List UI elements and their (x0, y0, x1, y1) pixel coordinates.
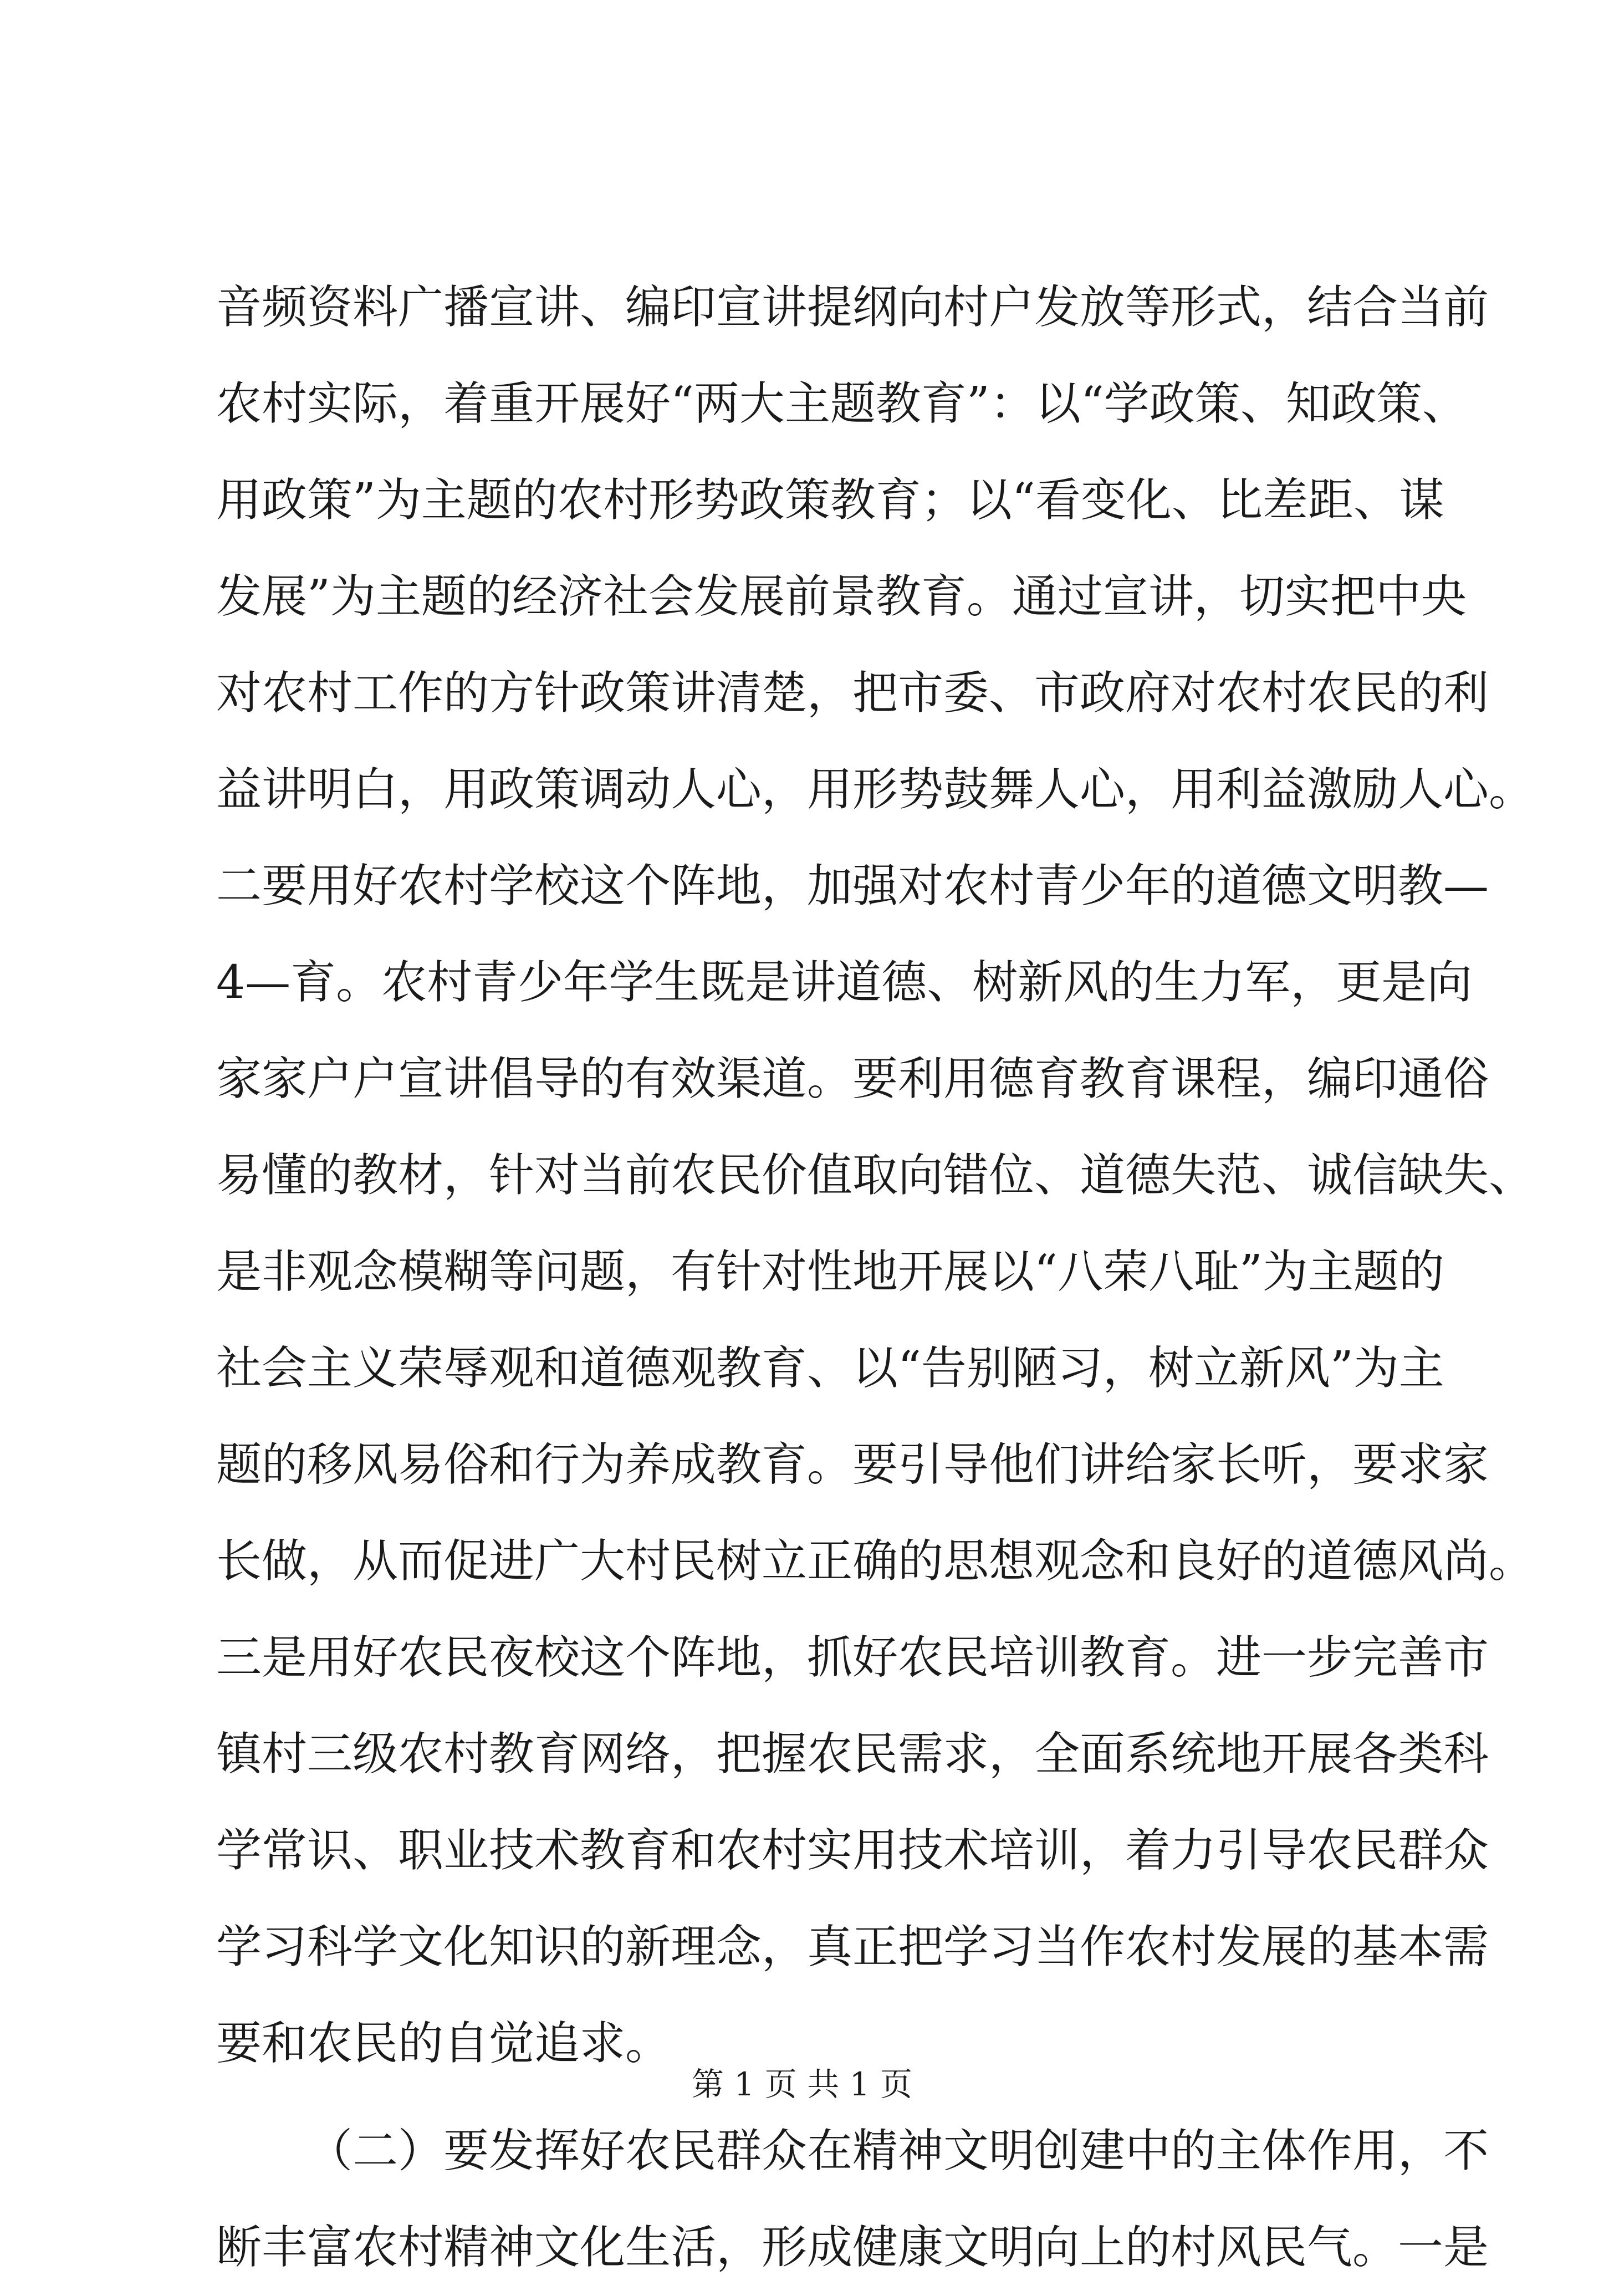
section-text-line: 断丰富农村精神文化生活，形成健康文明向上的村风民气。一是 (216, 2221, 1489, 2274)
body-text (216, 259, 1535, 2296)
text-line-14: 长做，从而促进广大村民树立正确的思想观念和良好的道德风尚。 (216, 1535, 1535, 1588)
text-line-6: 益讲明白，用政策调动人心，用形势鼓舞人心，用利益激励人心。 (216, 763, 1535, 816)
text-line-10: 易懂的教材，针对当前农民价值取向错位、道德失范、诚信缺失、 (216, 1149, 1535, 1202)
text-line-15: 三是用好农民夜校这个阵地，抓好农民培训教育。进一步完善市 (216, 1631, 1489, 1684)
text-line-5: 对农村工作的方针政策讲清楚，把市委、市政府对农村农民的利 (216, 667, 1489, 720)
page-number: 第 1 页 共 1 页 (692, 2065, 912, 2103)
text-line-1: 音频资料广播宣讲、编印宣讲提纲向村户发放等形式，结合当前 (216, 281, 1489, 334)
text-line-8: 4—育。农村青少年学生既是讲道德、树新风的生力军，更是向 (216, 956, 1473, 1009)
text-line-19: 要和农民的自觉追求。 (216, 2017, 671, 2070)
text-line-2: 农村实际，着重开展好“两大主题教育”：以“学政策、知政策、 (216, 377, 1468, 430)
page-footer (0, 2062, 1604, 2106)
text-line-4: 发展”为主题的经济社会发展前景教育。通过宣讲，切实把中央 (216, 570, 1467, 623)
text-line-9: 家家户户宣讲倡导的有效渠道。要利用德育教育课程，编印通俗 (216, 1053, 1489, 1105)
text-line-7: 二要用好农村学校这个阵地，加强对农村青少年的道德文明教— (216, 860, 1489, 912)
text-line-11: 是非观念模糊等问题，有针对性地开展以“八荣八耻”为主题的 (216, 1246, 1444, 1298)
section-heading-line: （二）要发挥好农民群众在精神文明创建中的主体作用，不 (307, 2125, 1489, 2177)
text-line-18: 学习科学文化知识的新理念，真正把学习当作农村发展的基本需 (216, 1921, 1489, 1973)
text-line-3: 用政策”为主题的农村形势政策教育；以“看变化、比差距、谋 (216, 474, 1444, 527)
text-line-13: 题的移风易俗和行为养成教育。要引导他们讲给家长听，要求家 (216, 1438, 1489, 1491)
text-line-17: 学常识、职业技术教育和农村实用技术培训，着力引导农民群众 (216, 1824, 1489, 1877)
text-line-16: 镇村三级农村教育网络，把握农民需求，全面系统地开展各类科 (216, 1728, 1489, 1780)
text-line-12: 社会主义荣辱观和道德观教育、以“告别陋习，树立新风”为主 (216, 1342, 1444, 1395)
